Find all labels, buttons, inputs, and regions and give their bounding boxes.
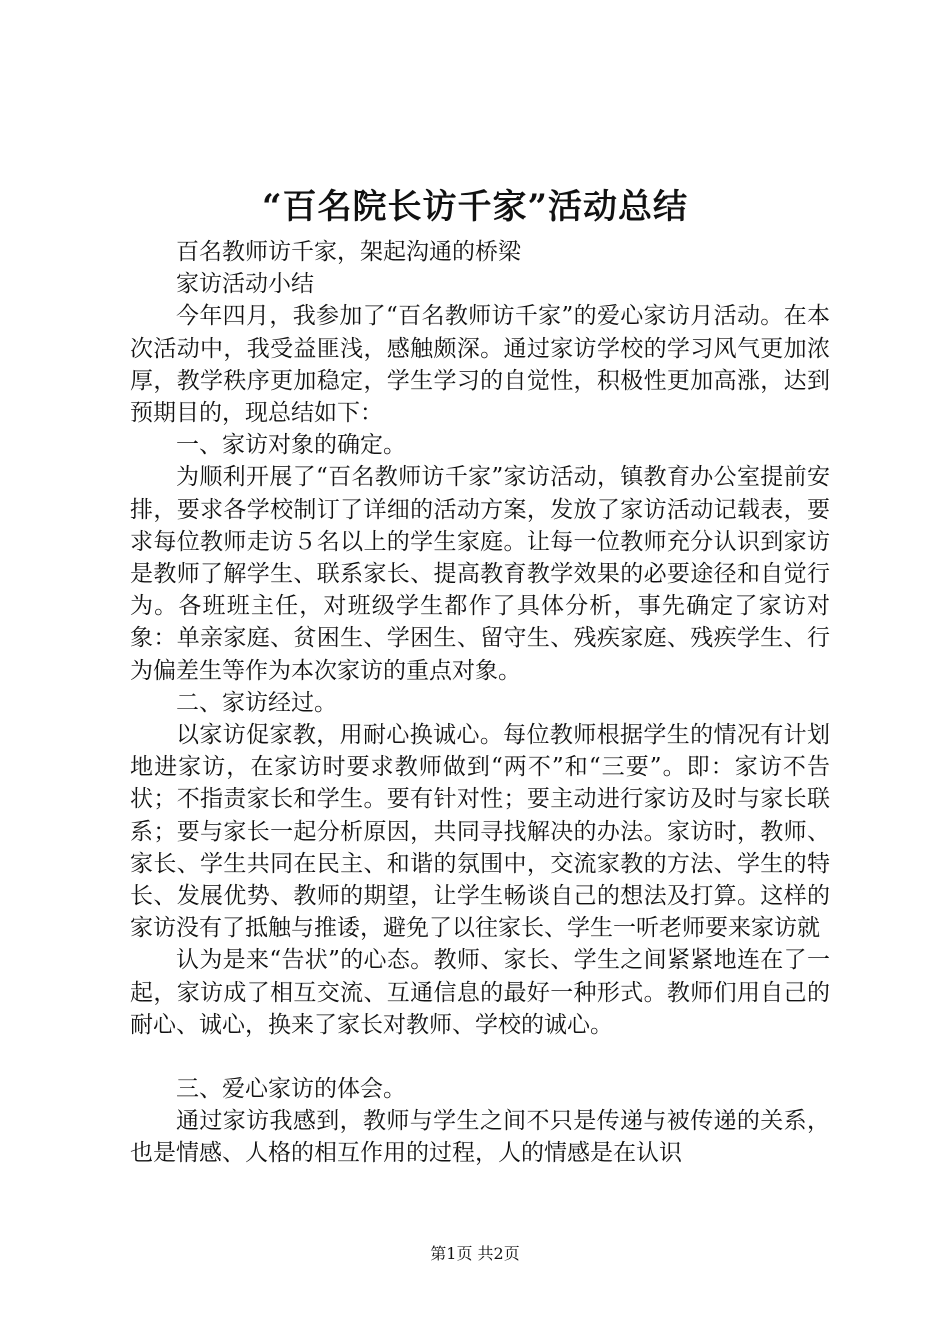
section-heading-1: 一、家访对象的确定。 — [176, 432, 406, 459]
document-body — [130, 236, 830, 1170]
paragraph-section-2b: 认为是来“告状”的心态。教师、家长、学生之间紧紧地连在了一起，家访成了相互交流、互通信息的最好一种形式。教师们用自己的耐心、诚心，换来了家长对教师、学校的诚心。 — [130, 947, 830, 1038]
page-footer: 第1页 共2页 — [430, 1244, 520, 1263]
paragraph-intro: 今年四月，我参加了“百名教师访千家”的爱心家访月活动。在本次活动中，我受益匪浅，感触颇深。通过家访学校的学习风气更加浓厚，教学秩序更加稳定，学生学习的自觉性，积极性更加高涨，达到预期目的，现总结如下： — [130, 303, 830, 427]
paragraph-gap — [130, 1041, 830, 1073]
document-title: “百名院长访千家”活动总结 — [261, 187, 689, 227]
paragraph-section-2a: 以家访促家教，用耐心换诚心。每位教师根据学生的情况有计划地进家访，在家访时要求教师做到“两不”和“三要”。即：家访不告状；不指责家长和学生。要有针对性；要主动进行家访及时与家长联系；要与家长一起分析原因，共同寻找解决的办法。家访时，教师、家长、学生共同在民主、和谐的氛围中，交流家教的方法、学生的特长、发展优势、教师的期望，让学生畅谈自己的想法及打算。这样的家访没有了抵触与推诿，避免了以往家长、学生一听老师要来家访就 — [130, 722, 830, 942]
paragraph-section-1: 为顺利开展了“百名教师访千家”家访活动，镇教育办公室提前安排，要求各学校制订了详细的活动方案，发放了家访活动记载表，要求每位教师走访５名以上的学生家庭。让每一位教师充分认识到家访是教师了解学生、联系家长、提高教育教学效果的必要途径和自觉行为。各班班主任，对班级学生都作了具体分析，事先确定了家访对象：单亲家庭、贫困生、学困生、留守生、残疾家庭、残疾学生、行为偏差生等作为本次家访的重点对象。 — [130, 464, 830, 684]
section-heading-2: 二、家访经过。 — [176, 689, 337, 716]
paragraph-section-3: 通过家访我感到，教师与学生之间不只是传递与被传递的关系，也是情感、人格的相互作用的过程，人的情感是在认识 — [130, 1108, 830, 1167]
paragraph-subheading: 家访活动小结 — [176, 271, 314, 298]
section-heading-3: 三、爱心家访的体会。 — [176, 1076, 406, 1103]
paragraph-subtitle: 百名教师访千家，架起沟通的桥梁 — [176, 239, 521, 265]
